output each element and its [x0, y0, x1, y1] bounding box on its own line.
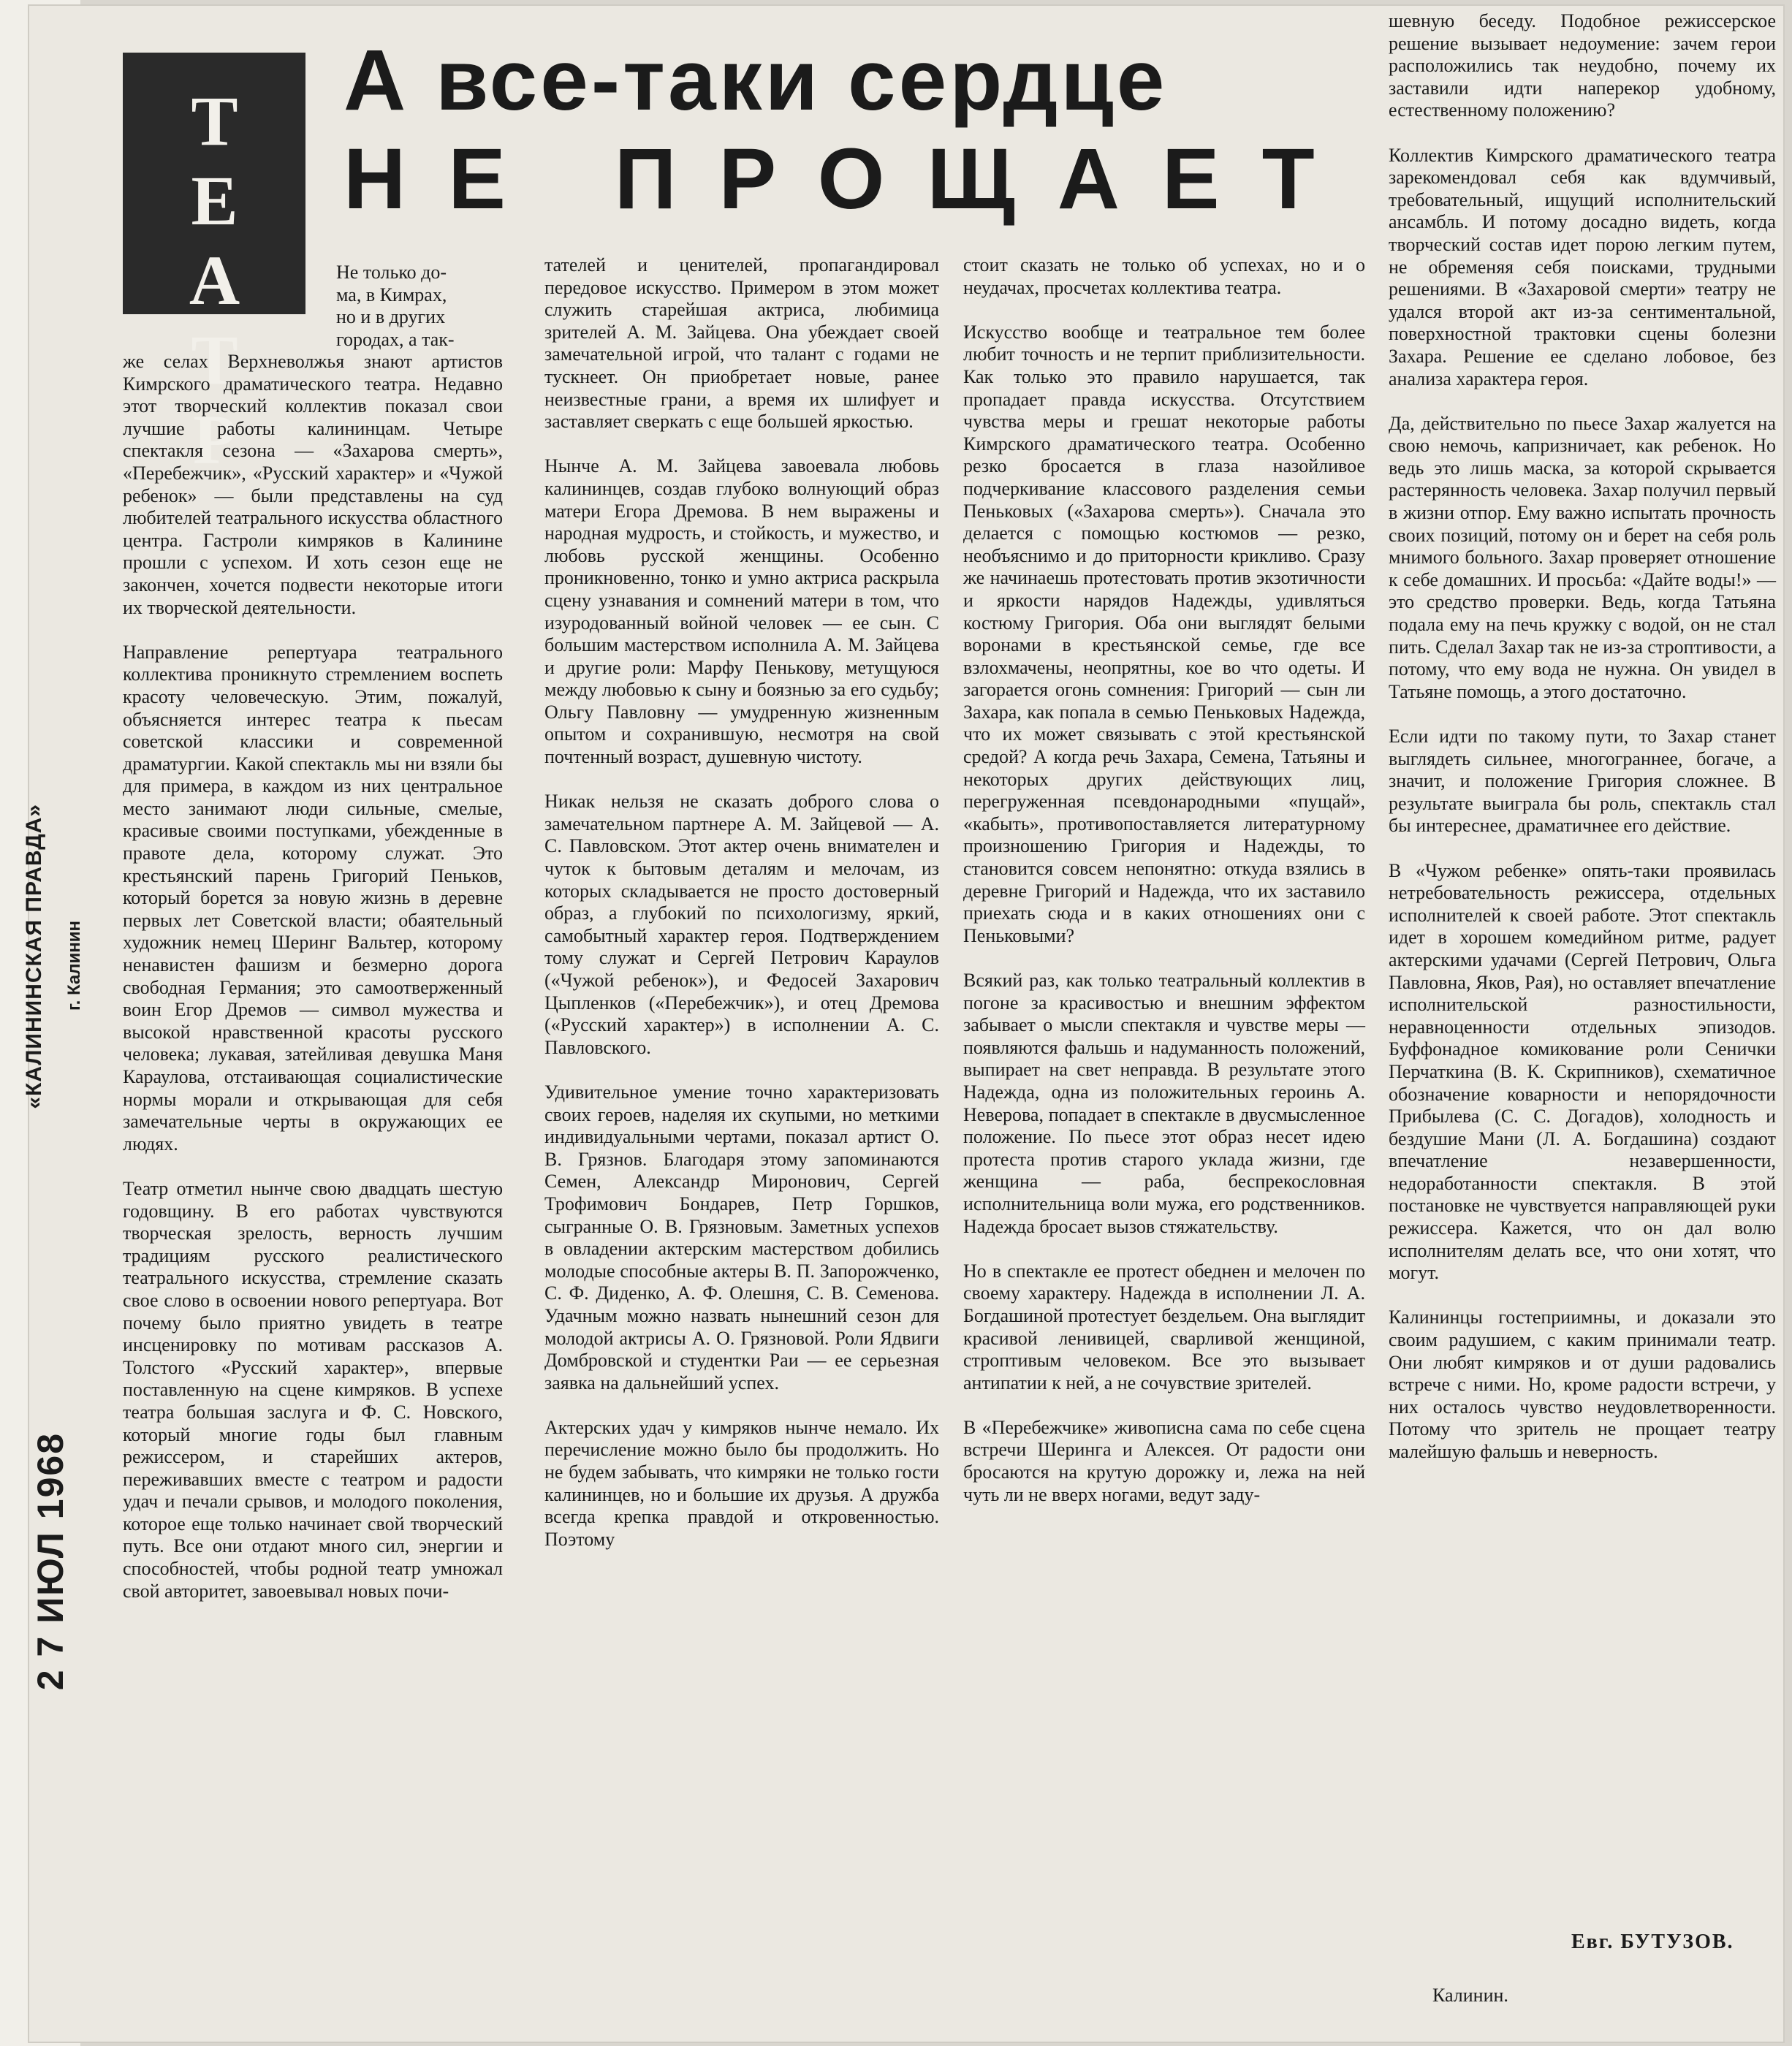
article-column-4: шевную беседу. Подобное режиссерское решение вызывает недоумение: зачем герои расположились так неудобно, почему их заставили идти наперекор удобному, естественному положению? Коллектив Кимрского драматического театра зарекомендовал себя как вдумчивый, требовательный, ищущий исполнительский ансамбль. И потому досадно видеть, когда творческий состав идет порою легким путем, не обременяя себя поисками, трудными решениями. В «Захаровой смерти» театру не удался второй акт из-за сентиментальной, поверхностной трактовки сцены болезни Захара. Решение ее сделано лобовое, без анализа характера героя. Да, действительно по пьесе Захар жалуется на свою немочь, капризничает, как ребенок. Но ведь это лишь маска, за которой скрывается растерянность человека. Захар получил первый в жизни отпор. Ему важно испытать прочность своих позиций, потому он и берет на себя роль мнимого больного. Захар проверяет отношение к себе домашних. И просьба: «Дайте воды!» — это средство проверки. Ведь, когда Татьяна подала ему на печь кружку с водой, он не стал пить. Сделал Захар так не из-за строптивости, а потому, что ему вода не нужна. Он увидел в Татьяне помощь, а этого достаточно. Если идти по такому пути, то Захар станет выглядеть сильнее, многограннее, богаче, а значит, и положение Григория сложнее. В результате выиграла бы роль, спектакль стал бы интереснее, драматичнее его действие. В «Чужом ребенке» опять-таки проявилась нетребовательность режиссера, отдельных исполнителей к своей работе. Этот спектакль идет в хорошем комедийном ритме, радует актерскими удачами (Сергей Петрович, Ольга Павловна, Яков, Рая), но оставляет впечатление исполнительской разностильности, неравноценности отдельных эпизодов. Буффонадное комикование роли Сенички Перчаткина (В. К. Скрипников), схематичное обозначение коварности и непорядочности Прибылева (С. С. Догадов), холодность и бездушие Мани (Л. А. Богдашина) создают впечатление незавершенности, недоработанности спектакля. В этой постановке не чувствуется направляющей руки режиссера. Кажется, что он дал волю исполнителям делать все, что они хотят, что могут. Калининцы гостеприимны, и доказали это своим радушием, с каким принимали театр. Они любят кимряков и от души радовались встрече с ними. Но, кроме радости встречи, у них осталось чувство неудовлетворенности. Потому что зритель не прощает театру малейшую фальшь и неверность.: [1389, 10, 1776, 1462]
date-stamp: [29, 1432, 80, 1695]
headline-line2: НЕ ПРОЩАЕТ: [343, 131, 1357, 227]
date-stamp-text: 2 7 ИЮЛ 1968: [30, 1432, 71, 1691]
newspaper-name: «КАЛИНИНСКАЯ ПРАВДА»: [22, 804, 46, 1109]
article-column-1: же селах Верхневолжья знают артистов Кимрского драматического театра. Недавно этот творческий коллектив показал свои лучшие работы калининцам. Четыре спектакля сезона — «Захарова смерть», «Перебежчик», «Русский характер» и «Чужой ребенок» — были представлены на суд любителей театрального искусства областного центра. Гастроли кимряков в Калинине прошли с успехом. И хоть сезон еще не закончен, хочется подвести некоторые итоги их творческой деятельности. Направление репертуара театрального коллектива проникнуто стремлением воспеть красоту человеческую. Этим, пожалуй, объясняется интерес театра к пьесам советской классики и современной драматургии. Какой спектакль мы ни взяли бы для примера, в каждом из них центральное место занимают люди сильные, смелые, красивые своими поступками, убежденные в правоте дела, которому служат. Это крестьянский парень Григорий Пеньков, который борется за новую жизнь в деревне первых лет Советской власти; обаятельный художник немец Шеринг Вальтер, которому ненавистен фашизм и безмерно дорога свободная Германия; это самоотверженный воин Егор Дремов — символ мужества и высокой нравственной красоты русского человека; лукавая, затейливая девушка Маня Караулова, отстаивающая социалистические нормы морали и открывающая для себя замечательные черты в окружающих ее людях. Театр отметил нынче свою двадцать шестую годовщину. В его работах чувствуются творческая зрелость, верность лучшим традициям русского реалистического театрального искусства, стремление сказать свое слово в освоении нового репертуара. Вот почему было приятно увидеть в театре инсценировку по мотивам рассказов А. Толстого «Русский характер», впервые поставленную на сцене кимряков. В успехе театра большая заслуга и Ф. С. Новского, который многие годы был главным режиссером, и старейших актеров, переживавших вместе с театром и радости удач и печали срывов, и молодого поколения, которое еще только начинает свой творческий путь. Все они отдают много сил, энергии и способностей, чтобы родной театр умножал свой авторитет, завоевывал новых почи-: [123, 351, 503, 1602]
city-name: г. Калинин: [64, 921, 84, 1011]
article-column-3: стоит сказать не только об успехах, но и о неудачах, просчетах коллектива театра. Искусство вообще и театральное тем более любит точность и не терпит приблизительности. Как только это правило нарушается, так пропадает правда искусства. Отсутствием чувства меры и грешат некоторые работы Кимрского драматического театра. Особенно резко бросается в глаза назойливое подчеркивание классового разделения семьи Пеньковых («Захарова смерть»). Сначала это делается с помощью костюмов — резко, необъяснимо и до приторности крикливо. Сразу же начинаешь протестовать против экзотичности и яркости нарядов Надежды, удивляться костюму Григория. Оба они выглядят белыми воронами в крестьянской семье, где все взлохмачены, неопрятны, кое во что одеты. И загорается огонь сомнения: Григорий — сын ли Захара, как попала в семью Пеньковых Надежда, что их может связывать с этой крестьянской средой? А когда речь Захара, Семена, Татьяны и некоторых других действующих лиц, перегруженная псевдонародными «пущай», «кабыть», противопоставляется литературному произношению Григория и Надежды, то становится совсем непонятно: откуда взялись в деревне Григорий и Надежда, что их заставило приехать сюда и в каких отношениях они с Пеньковыми? Всякий раз, как только театральный коллектив в погоне за красивостью и внешним эффектом забывает о мысли спектакля и чувстве меры — появляются фальшь и надуманность положений, выпирает на свет неправда. В результате этого Надежда, одна из положительных героинь А. Неверова, попадает в спектакле в двусмысленное положение. По пьесе этот образ несет идею протеста против старого уклада жизни, где женщина — раба, беспрекословная исполнительница воли мужа, его родственников. Надежда бросает вызов стяжательству. Но в спектакле ее протест обеднен и мелочен по своему характеру. Надежда в исполнении Л. А. Богдашиной протестует бездельем. Она выглядит красивой ленивицей, сварливой женщиной, строптивым человеком. Все это вызывает антипатии к ней, а не сочувствие зрителей. В «Перебежчике» живописна сама по себе сцена встречи Шеринга и Алексея. От радости они бросаются на крутую дорожку и, лежа на ней чуть ли не вверх ногами, ведут заду-: [963, 254, 1365, 1505]
article-column-2: тателей и ценителей, пропагандировал передовое искусство. Примером в этом может служить старейшая актриса, любимица зрителей А. М. Зайцева. Она убеждает своей замечательной игрой, что талант с годами не тускнеет. Он приобретает новые, ранее неизвестные грани, а время их шлифует и заставляет сверкать с еще большей яркостью. Нынче А. М. Зайцева завоевала любовь калининцев, создав глубоко волнующий образ матери Егора Дремова. В нем выражены и народная мудрость, и стойкость, и мужество, и любовь русской женщины. Особенно проникновенно, тонко и умно актриса раскрыла сцену узнавания и сомнений матери в том, что изуродованный войной человек — ее сын. С большим мастерством исполнила А. М. Зайцева и другие роли: Марфу Пенькову, метущуюся между любовью к сыну и боязнью за его судьбу; Ольгу Павловну — умудренную жизненным опытом и сохранившую, несмотря на свой почтенный возраст, душевную чистоту. Никак нельзя не сказать доброго слова о замечательном партнере А. М. Зайцевой — А. С. Павловском. Этот актер очень внимателен и чуток к бытовым деталям и мелочам, из которых складывается не просто достоверный образ, а глубокий по психологизму, яркий, самобытный характер героя. Подтверждением тому служат и Сергей Петрович Караулов («Чужой ребенок»), и Федосей Захарович Цыпленков («Перебежчик»), и отец Дремова («Русский характер») в исполнении А. С. Павловского. Удивительное умение точно характеризовать своих героев, наделяя их скупыми, но меткими индивидуальными чертами, показал артист О. В. Грязнов. Благодаря этому запоминаются Семен, Александр Миронович, Сергей Трофимович Бондарев, Петр Горшков, сыгранные О. В. Грязновым. Заметных успехов в овладении актерским мастерством добились молодые способные актеры В. П. Запорожченко, С. Ф. Диденко, А. Ф. Олешня, С. В. Семенова. Удачным можно назвать нынешний сезон для молодой актрисы А. О. Грязновой. Роли Ядвиги Домбровской и студентки Раи — ее серьезная заявка на дальнейший успех. Актерских удач у кимряков нынче немало. Их перечисление можно было бы продолжить. Но не будем забывать, что кимряки не только гости калининцев, но и большие их друзья. А дружба всегда крепка правдой и откровенностью. Поэтому: [544, 254, 939, 1550]
signature-place: Калинин.: [1432, 1985, 1508, 2006]
author-signature: Евг. БУТУЗОВ.: [1571, 1931, 1734, 1953]
city-block: [64, 921, 94, 1081]
rubric-block: [123, 53, 305, 480]
column1-lead: Не только до- ма, в Кимрах, но и в других городах, а так-: [336, 262, 455, 350]
rubric-label: ТЕАТР: [175, 82, 254, 480]
headline-line1: А все-таки сердце: [343, 32, 1168, 129]
newspaper-name-block: [22, 804, 66, 1125]
